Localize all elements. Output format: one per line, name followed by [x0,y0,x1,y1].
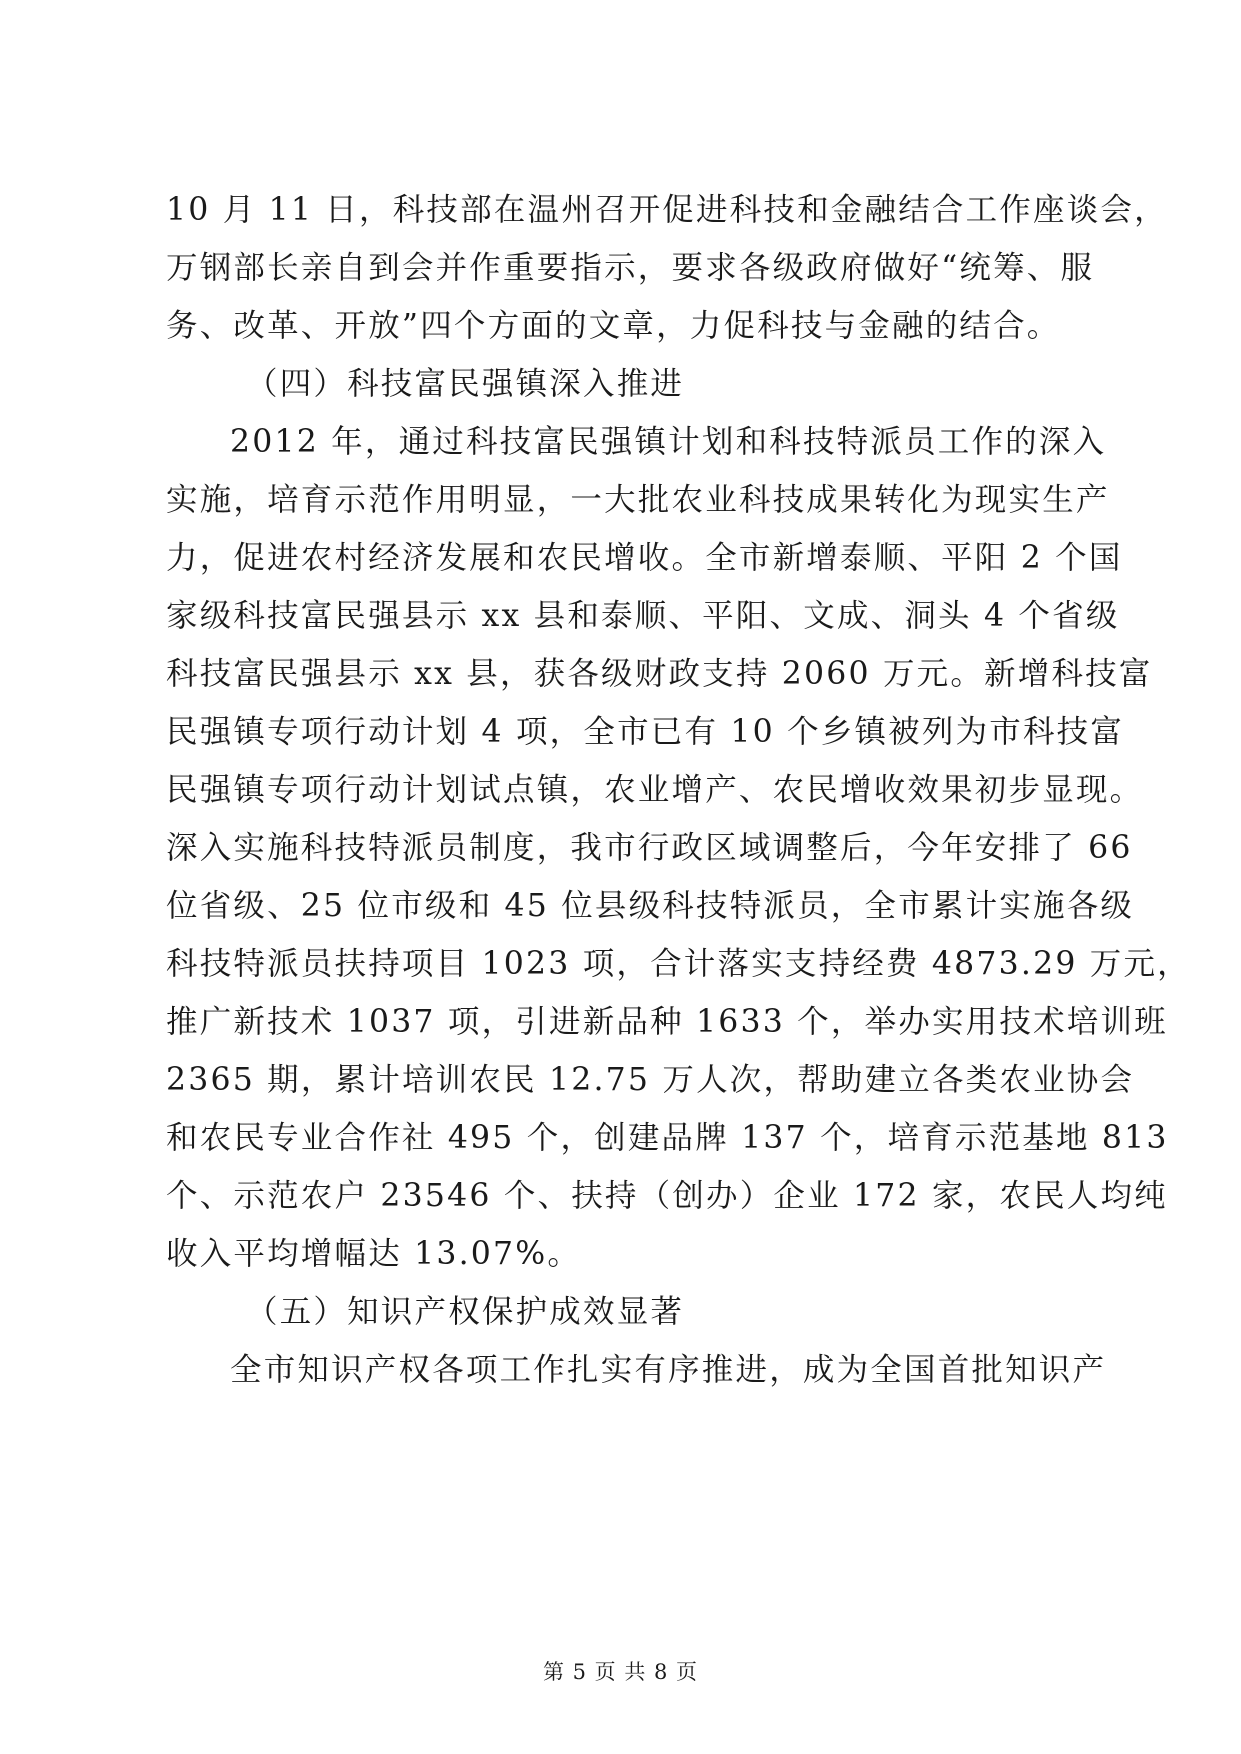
text-line: 民强镇专项行动计划试点镇，农业增产、农民增收效果初步显现。 [166,772,1144,808]
text-line: 民强镇专项行动计划 4 项，全市已有 10 个乡镇被列为市科技富 [166,714,1125,750]
text-line: 科技特派员扶持项目 1023 项，合计落实支持经费 4873.29 万元， [166,946,1191,982]
text-line: 10 月 11 日，科技部在温州召开促进科技和金融结合工作座谈会， [166,192,1168,228]
text-line: 2012 年，通过科技富民强镇计划和科技特派员工作的深入 [230,424,1107,460]
text-line: 家级科技富民强县示 xx 县和泰顺、平阳、文成、洞头 4 个省级 [166,598,1120,634]
text-line: 实施，培育示范作用明显，一大批农业科技成果转化为现实生产 [166,482,1110,518]
text-line: 力，促进农村经济发展和农民增收。全市新增泰顺、平阳 2 个国 [166,540,1123,576]
text-line: 务、改革、开放”四个方面的文章，力促科技与金融的结合。 [166,308,1061,344]
text-line: 2365 期，累计培训农民 12.75 万人次，帮助建立各类农业协会 [166,1062,1135,1098]
text-line: 收入平均增幅达 13.07%。 [166,1236,582,1272]
text-line: 和农民专业合作社 495 个，创建品牌 137 个，培育示范基地 813 [166,1120,1169,1156]
section-heading: （五）知识产权保护成效显著 [246,1294,685,1330]
text-line: 个、示范农户 23546 个、扶持（创办）企业 172 家，农民人均纯 [166,1178,1168,1214]
text-line: 深入实施科技特派员制度，我市行政区域调整后，今年安排了 66 [166,830,1133,866]
text-line: 万钢部长亲自到会并作重要指示，要求各级政府做好“统筹、服 [166,250,1095,286]
text-line: 科技富民强县示 xx 县，获各级财政支持 2060 万元。新增科技富 [166,656,1153,692]
text-line: 全市知识产权各项工作扎实有序推进，成为全国首批知识产 [230,1352,1107,1388]
text-line: 推广新技术 1037 项，引进新品种 1633 个，举办实用技术培训班 [166,1004,1168,1040]
section-heading: （四）科技富民强镇深入推进 [246,366,685,402]
page-number: 第 5 页 共 8 页 [542,1660,699,1684]
text-line: 位省级、25 位市级和 45 位县级科技特派员，全市累计实施各级 [166,888,1135,924]
